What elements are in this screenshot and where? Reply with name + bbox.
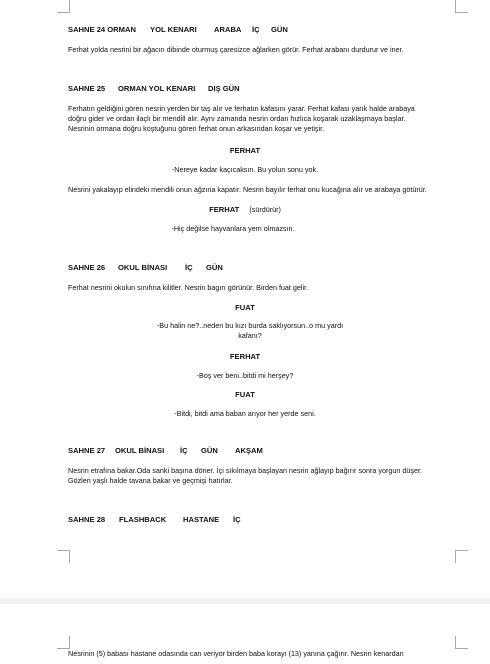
scene-heading-part: AKŞAM xyxy=(235,446,263,455)
scene-heading-part: DIŞ GÜN xyxy=(208,84,240,93)
scene-24-action: Ferhat yolda nesrini bir ağacın dibinde oturmuş çaresizce ağlarken görür. Ferhat arabanı durdurur ve iner. xyxy=(68,45,404,54)
scene-heading-part: OKUL BİNASI xyxy=(118,263,168,272)
scene-heading-part: SAHNE 28 xyxy=(68,515,106,524)
margin-corner-top-left xyxy=(57,0,70,13)
scene-heading-part: OKUL BİNASI xyxy=(115,446,165,455)
margin-corner-top-right xyxy=(455,0,468,13)
scene-heading-part: ARABA xyxy=(214,25,242,34)
scene-heading-part: SAHNE 27 xyxy=(68,446,106,455)
scene-heading-part: SAHNE 24 ORMAN xyxy=(68,25,136,34)
scene-25-action-2: Nesrini yakalayıp elindeki mendili onun ağzına kapatır. Nesrin bayılır ferhat onu kucağına alır ve arabaya götürür. xyxy=(68,185,427,194)
scene-heading-part: SAHNE 26 xyxy=(68,263,106,272)
page-2-action: Nesrinin (5) babası hastane odasında can veriyor birden baba korayı (13) yanına çağırır. Nesrin kenardan xyxy=(68,649,404,658)
scene-heading-part: GÜN xyxy=(201,446,218,455)
dialogue-line: -Boş ver beni..bitdi mi herşey? xyxy=(196,371,294,380)
dialogue-line: kafanı? xyxy=(238,330,262,340)
margin-corner-bottom-left xyxy=(57,550,70,563)
character-cue xyxy=(68,205,422,214)
scene-27-heading xyxy=(68,446,368,456)
scene-heading-part: HASTANE xyxy=(183,515,220,524)
scene-26-heading xyxy=(68,263,368,273)
scene-heading-part: İÇ xyxy=(252,25,260,34)
scene-25-action-line: doğru gider ve ordan ilaçlı bir mendill alır. Aynı zamanda nesrin ordan hızlıca koşarak uzaklaşmaya başlar. xyxy=(68,114,406,123)
scene-heading-part: İÇ xyxy=(180,446,188,455)
dialogue-block xyxy=(150,321,350,340)
character-name: FUAT xyxy=(235,390,255,399)
scene-25-action-line: Ferhatın geldiğini gören nesrin yerden bir taş alır ve ferhatın kafasını yarar. Ferhat kafası yarık halde arabaya xyxy=(68,104,415,113)
dialogue-line: -Bitdi, bitdi ama baban arıyor her yerde seni. xyxy=(174,409,316,418)
dialogue-line: -Nereye kadar kaçıcaksın. Bu yolun sonu yok. xyxy=(171,165,319,174)
dialogue-line: -Bu halin ne?..neden bu kızı burda saklıyorsun..o mu yardı xyxy=(156,321,344,330)
scene-28-heading xyxy=(68,515,368,525)
scene-24-heading xyxy=(68,25,368,35)
character-name: FUAT xyxy=(235,303,255,312)
margin-corner-bottom-right xyxy=(455,550,468,563)
margin-corner-top-left xyxy=(57,636,70,649)
scene-heading-part: YOL KENARI xyxy=(150,25,197,34)
character-name: FERHAT xyxy=(229,146,261,155)
scene-heading-part: İÇ xyxy=(233,515,241,524)
scene-heading-part: SAHNE 25 xyxy=(68,84,106,93)
character-name: FERHAT xyxy=(229,352,261,361)
parenthetical: (sürdürür) xyxy=(249,205,281,214)
scene-25-heading xyxy=(68,84,368,94)
scene-heading-part: GÜN xyxy=(206,263,223,272)
margin-corner-top-right xyxy=(455,636,468,649)
scene-heading-part: GÜN xyxy=(271,25,288,34)
dialogue-line: -Hiç değilse hayvanlara yem olmazsın. xyxy=(171,224,295,233)
scene-heading-part: İÇ xyxy=(185,263,193,272)
scene-27-action-line: Gözleri yaşlı halde tavana bakar ve geçmişi hatırlar. xyxy=(68,476,233,485)
scene-heading-part: ORMAN YOL KENARI xyxy=(118,84,196,93)
script-page-2 xyxy=(0,604,490,664)
scene-heading-part: FLASHBACK xyxy=(119,515,167,524)
scene-27-action-line: Nesrin etrafına bakar.Oda sanki başına döner. İçi sıkılmaya başlayan nesrin ağlayıp bağırır sonra yorgun düşer. xyxy=(68,466,422,475)
scene-26-action: Ferhat nesrini okulun sınıfına kilitler. Nesrin bagırı görünür. Birden fuat gelir. xyxy=(68,283,309,292)
scene-25-action-line: Nesrinin ormana doğru koştuğunu gören ferhat onun arkasından koşar ve yetişir. xyxy=(68,124,325,133)
character-name: FERHAT xyxy=(209,205,240,214)
